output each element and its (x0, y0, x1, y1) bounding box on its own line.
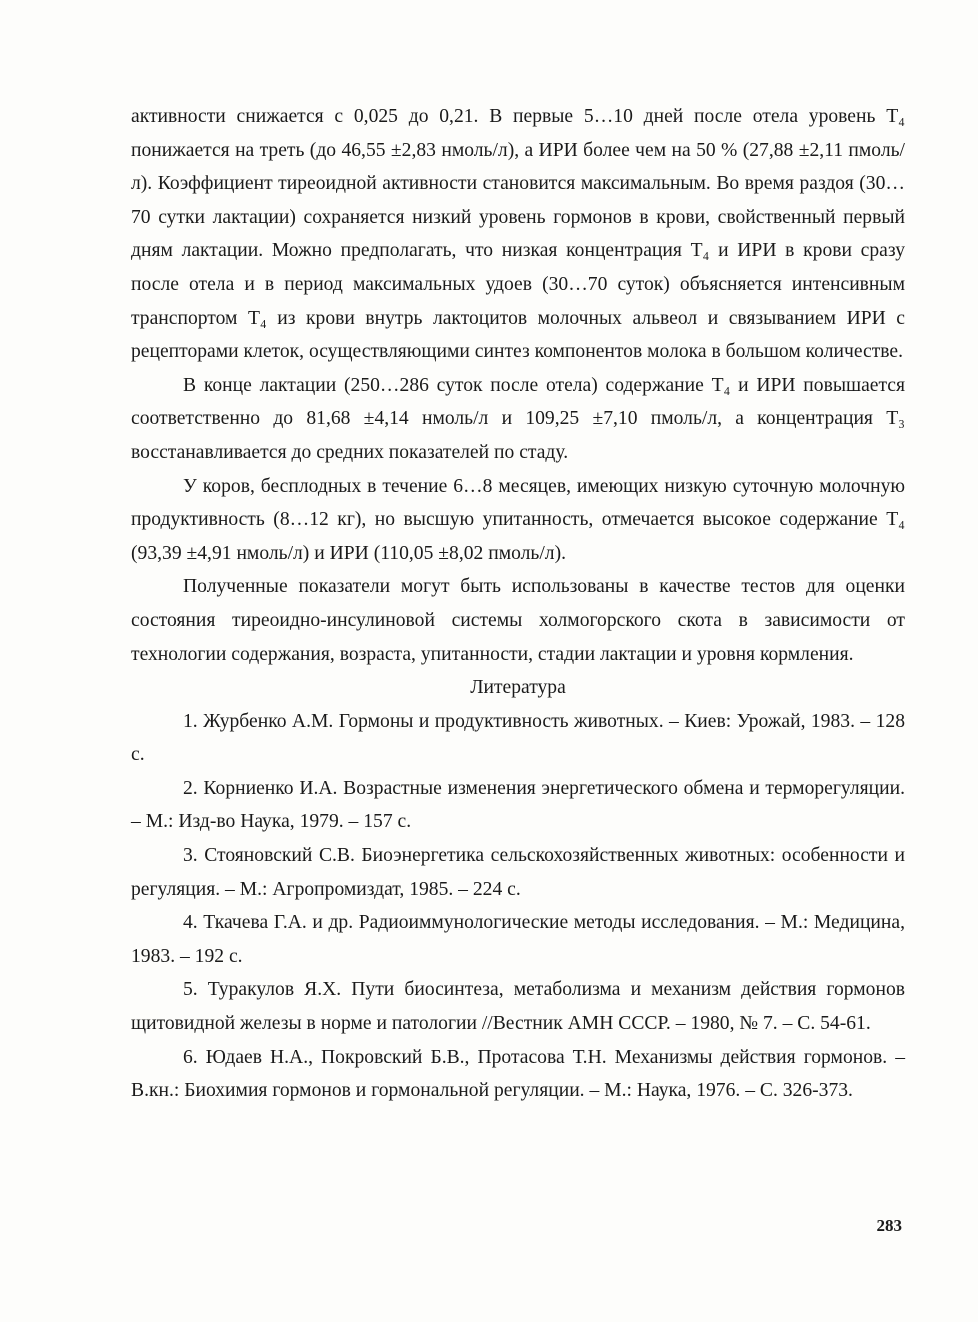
page-text (131, 100, 905, 1108)
reference-item: 3. Стояновский С.В. Биоэнергетика сельскохозяйственных животных: особенности и регуляция. – М.: Агропромиздат, 1985. – 224 с. (131, 845, 905, 900)
reference-item: 2. Корниенко И.А. Возрастные изменения энергетического обмена и терморегуляции. – М.: Изд-во Наука, 1979. – 157 с. (131, 777, 905, 833)
reference-item: 5. Туракулов Я.Х. Пути биосинтеза, метаболизма и механизм действия гормонов щитовидной железы в норме и патологии //Вестник АМН СССР. – 1980, № 7. – С. 54-61. (131, 979, 905, 1035)
body-paragraph: В конце лактации (250…286 суток после отела) содержание T₄ и ИРИ повышается соответственно до 81,68 ±4,14 нмоль/л и 109,25 ±7,10 пмоль/л, а концентрация T₃ восстанавливается до средних показателей по стаду. (131, 374, 905, 463)
body-paragraph: У коров, бесплодных в течение 6…8 месяцев, имеющих низкую суточную молочную продуктивность (8…12 кг), но высшую упитанность, отмечается высокое содержание T₄ (93,39 ±4,91 нмоль/л) и ИРИ (110,05 ±8,02 пмоль/л). (131, 475, 905, 564)
reference-item: 6. Юдаев Н.А., Покровский Б.В., Протасова Т.Н. Механизмы действия гормонов. – В.кн.: Биохимия гормонов и гормональной регуляции. – М.: Наука, 1976. – С. 326-373. (131, 1046, 905, 1102)
body-paragraph: Полученные показатели могут быть использованы в качестве тестов для оценки состояния тиреоидно-инсулиновой системы холмогорского скота в зависимости от технологии содержания, возраста, упитанности, стадии лактации и уровня кормления. (131, 576, 905, 665)
reference-item: 1. Журбенко А.М. Гормоны и продуктивность животных. – Киев: Урожай, 1983. – 128 с. (131, 710, 905, 766)
body-paragraph: активности снижается с 0,025 до 0,21. В первые 5…10 дней после отела уровень T₄ понижается на треть (до 46,55 ±2,83 нмоль/л), а ИРИ более чем на 50 % (27,88 ±2,11 пмоль/л). Коэффициент тиреоидной активности становится максимальным. Во время раздоя (30…70 сутки лактации) сохраняется низкий уровень гормонов в крови, свойственный первый дням лактации. Можно предполагать, что низкая концентрация T₄ и ИРИ в крови сразу после отела и в период максимальных удоев (30…70 суток) объясняется интенсивным транспортом T₄ из крови внутрь лактоцитов молочных альвеол и связыванием ИРИ с рецепторами клеток, осуществляющими синтез компонентов молока в большом количестве. (131, 106, 905, 363)
reference-item: 4. Ткачева Г.А. и др. Радиоиммунологические методы исследования. – М.: Медицина, 1983. – 192 с. (131, 912, 905, 967)
page-number: 283 (876, 1216, 902, 1235)
references-heading: Литература (470, 677, 566, 699)
